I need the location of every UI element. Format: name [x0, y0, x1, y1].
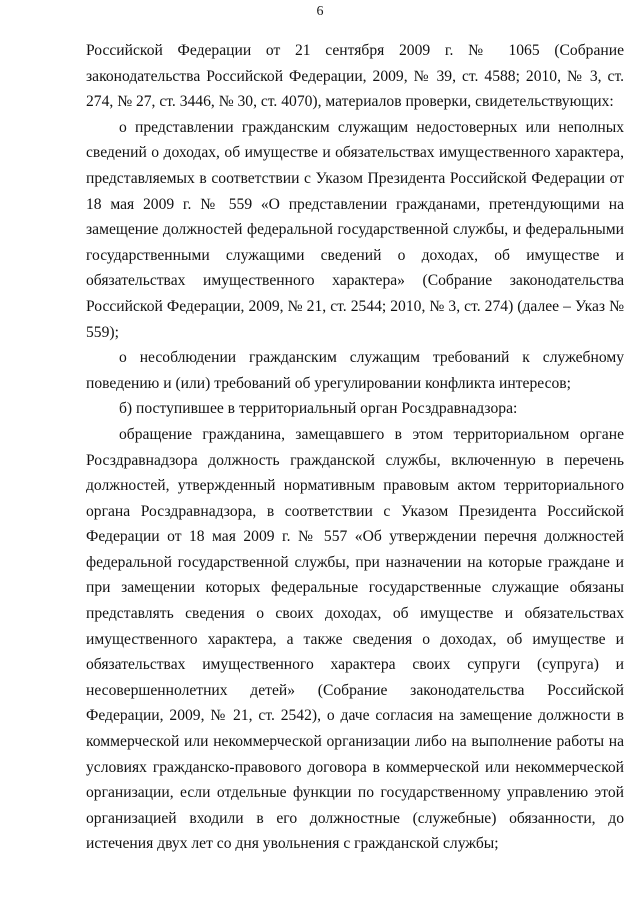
- document-body: [86, 38, 624, 857]
- paragraph-citizen-appeal: обращение гражданина, замещавшего в этом территориальном органе Росздравнадзора должность гражданской службы, включенную в перечень должностей, утвержденный нормативным правовым актом территориального органа Росздравнадзора, в соответствии с Указом Президента Российской Федерации от 18 мая 2009 г. № 557 «Об утверждении перечня должностей федеральной государственной службы, при назначении на которые граждане и при замещении которых федеральные государственные служащие обязаны представлять сведения о своих доходах, об имуществе и обязательствах имущественного характера, а также сведения о доходах, об имуществе и обязательствах имущественного характера своих супруги (супруга) и несовершеннолетних детей» (Собрание законодательства Российской Федерации, 2009, № 21, ст. 2542), о даче согласия на замещение должности в коммерческой или некоммерческой организации либо на выполнение работы на условиях гражданско-правового договора в коммерческой или некоммерческой организации, если отдельные функции по государственному управлению этой организацией входили в его должностные (служебные) обязанности, до истечения двух лет со дня увольнения с гражданской службы;: [86, 425, 624, 853]
- page-number: 6: [316, 4, 324, 19]
- paragraph-intro-continuation: Российской Федерации от 21 сентября 2009 г. № 1065 (Собрание законодательства Российской Федерации, 2009, № 39, ст. 4588; 2010, № 3, ст. 274, № 27, ст. 3446, № 30, ст. 4070), материалов проверки, свидетельствующих:: [86, 42, 624, 111]
- paragraph-item-b-heading: б) поступившее в территориальный орган Росздравнадзора:: [119, 400, 518, 418]
- paragraph-conduct-violation: о несоблюдении гражданским служащим требований к служебному поведению и (или) требований об урегулировании конфликта интересов;: [86, 349, 624, 392]
- paragraph-false-income-info: о представлении гражданским служащим недостоверных или неполных сведений о доходах, об имуществе и обязательствах имущественного характера, представляемых в соответствии с Указом Президента Российской Федерации от 18 мая 2009 г. № 559 «О представлении гражданами, претендующими на замещение должностей федеральной государственной службы, и федеральными государственными служащими сведений о доходах, об имуществе и обязательствах имущественного характера» (Собрание законодательства Российской Федерации, 2009, № 21, ст. 2544; 2010, № 3, ст. 274) (далее – Указ № 559);: [86, 118, 624, 341]
